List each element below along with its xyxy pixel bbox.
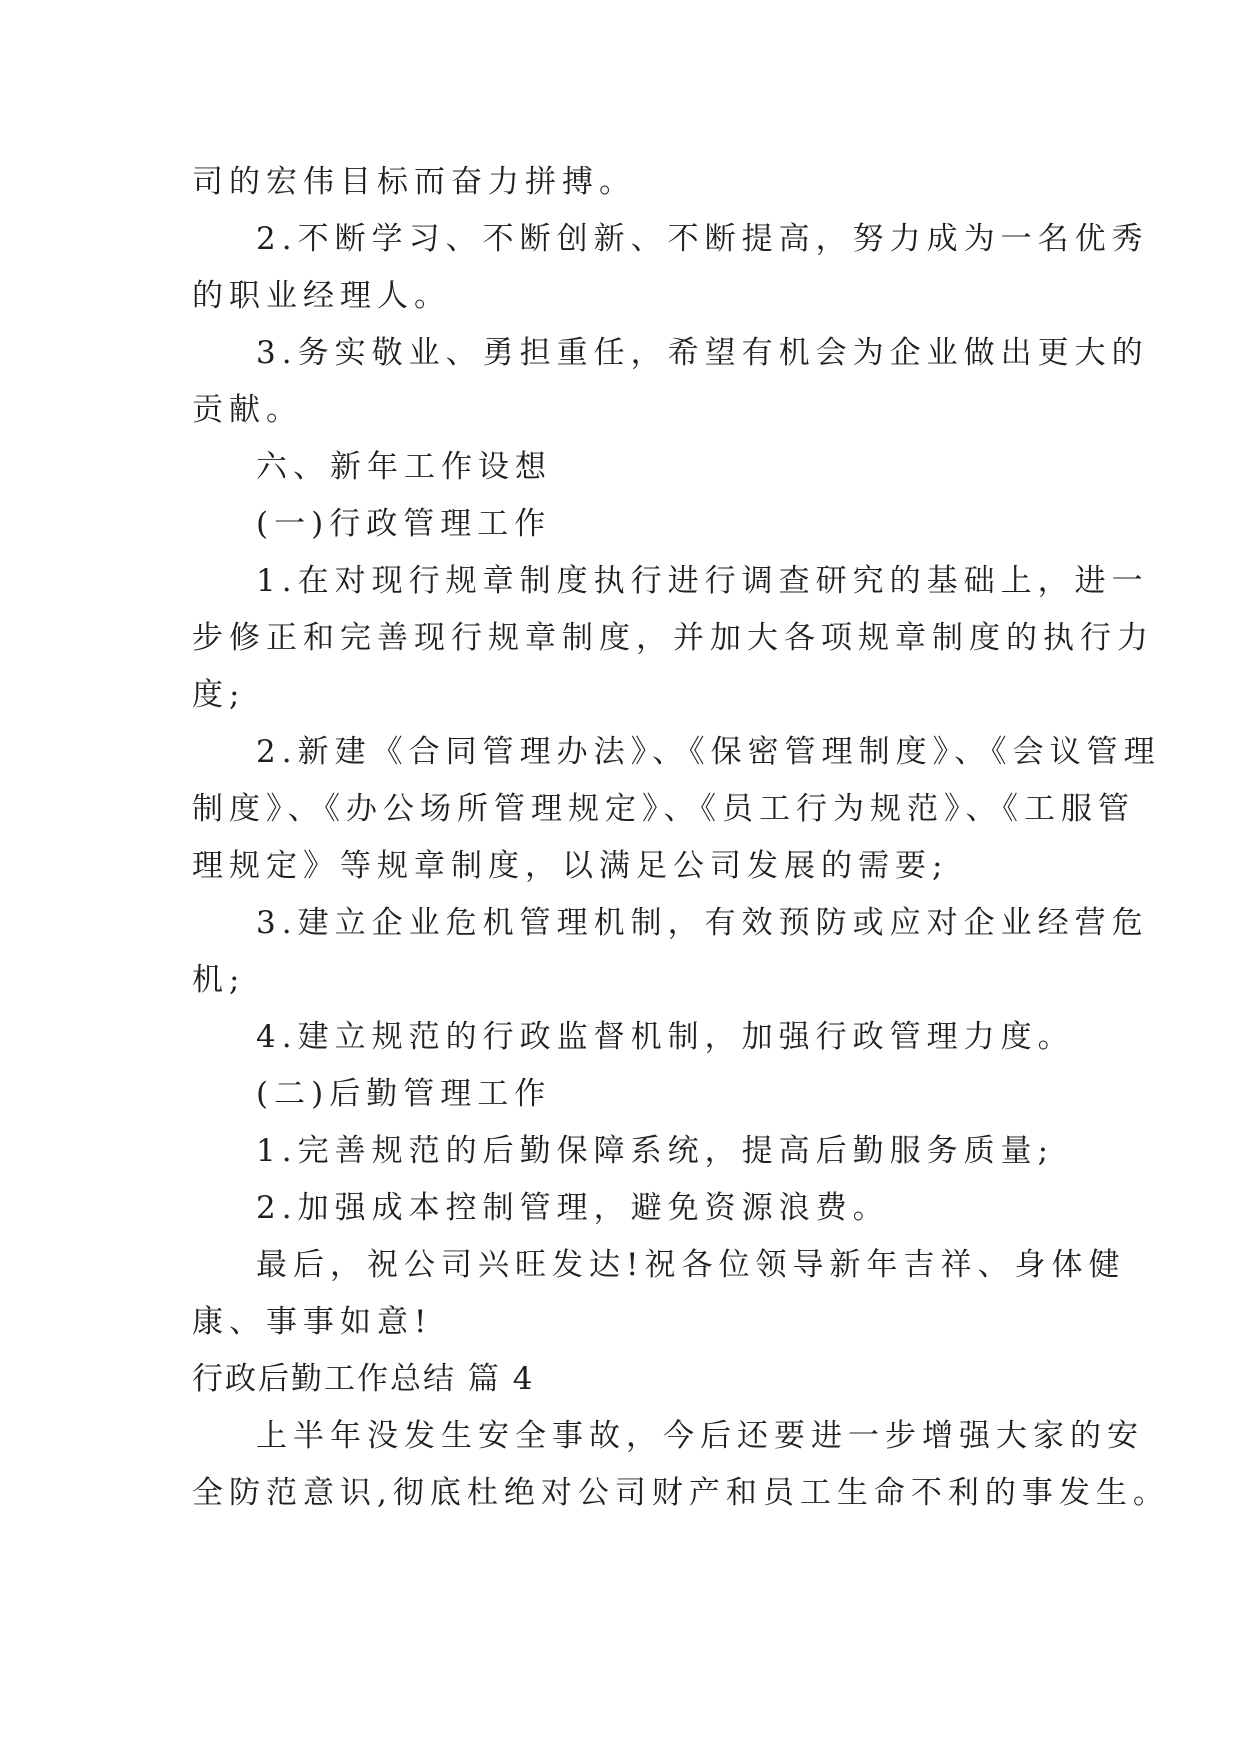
paragraph-line: 康、事事如意! (192, 1304, 433, 1340)
paragraph-line: 1.完善规范的后勤保障系统，提高后勤服务质量; (256, 1133, 1055, 1169)
paragraph-line: 度; (192, 677, 246, 713)
paragraph-line: 3.务实敬业、勇担重任，希望有机会为企业做出更大的 (256, 335, 1149, 371)
paragraph-line: 贡献。 (192, 392, 303, 428)
paragraph-line: 理规定》等规章制度，以满足公司发展的需要; (192, 848, 949, 884)
paragraph-line: 制度》、《办公场所管理规定》、《员工行为规范》、《工服管 (192, 791, 1135, 827)
paragraph-line: 2.不断学习、不断创新、不断提高，努力成为一名优秀 (256, 221, 1149, 257)
paragraph-line: 机; (192, 962, 246, 998)
subsection-heading: (一)行政管理工作 (256, 506, 552, 542)
paragraph-line: 全防范意识,彻底杜绝对公司财产和员工生命不利的事发生。 (192, 1475, 1170, 1511)
paragraph-line: 上半年没发生安全事故，今后还要进一步增强大家的安 (256, 1418, 1144, 1454)
paragraph-line: 4.建立规范的行政监督机制，加强行政管理力度。 (256, 1019, 1075, 1055)
paragraph-line: 2.加强成本控制管理，避免资源浪费。 (256, 1190, 890, 1226)
subsection-heading: (二)后勤管理工作 (256, 1076, 552, 1112)
paragraph-line: 1.在对现行规章制度执行进行调查研究的基础上，进一 (256, 563, 1149, 599)
paragraph-line: 2.新建《合同管理办法》、《保密管理制度》、《会议管理 (256, 734, 1161, 770)
paragraph-line: 的职业经理人。 (192, 278, 451, 314)
paragraph-line: 3.建立企业危机管理机制，有效预防或应对企业经营危 (256, 905, 1149, 941)
paragraph-line: 最后，祝公司兴旺发达!祝各位领导新年吉祥、身体健 (256, 1247, 1126, 1283)
article-title: 行政后勤工作总结 篇 4 (192, 1361, 535, 1397)
section-heading: 六、新年工作设想 (256, 449, 552, 485)
paragraph-line: 步修正和完善现行规章制度，并加大各项规章制度的执行力 (192, 620, 1154, 656)
paragraph-line: 司的宏伟目标而奋力拼搏。 (192, 164, 636, 200)
